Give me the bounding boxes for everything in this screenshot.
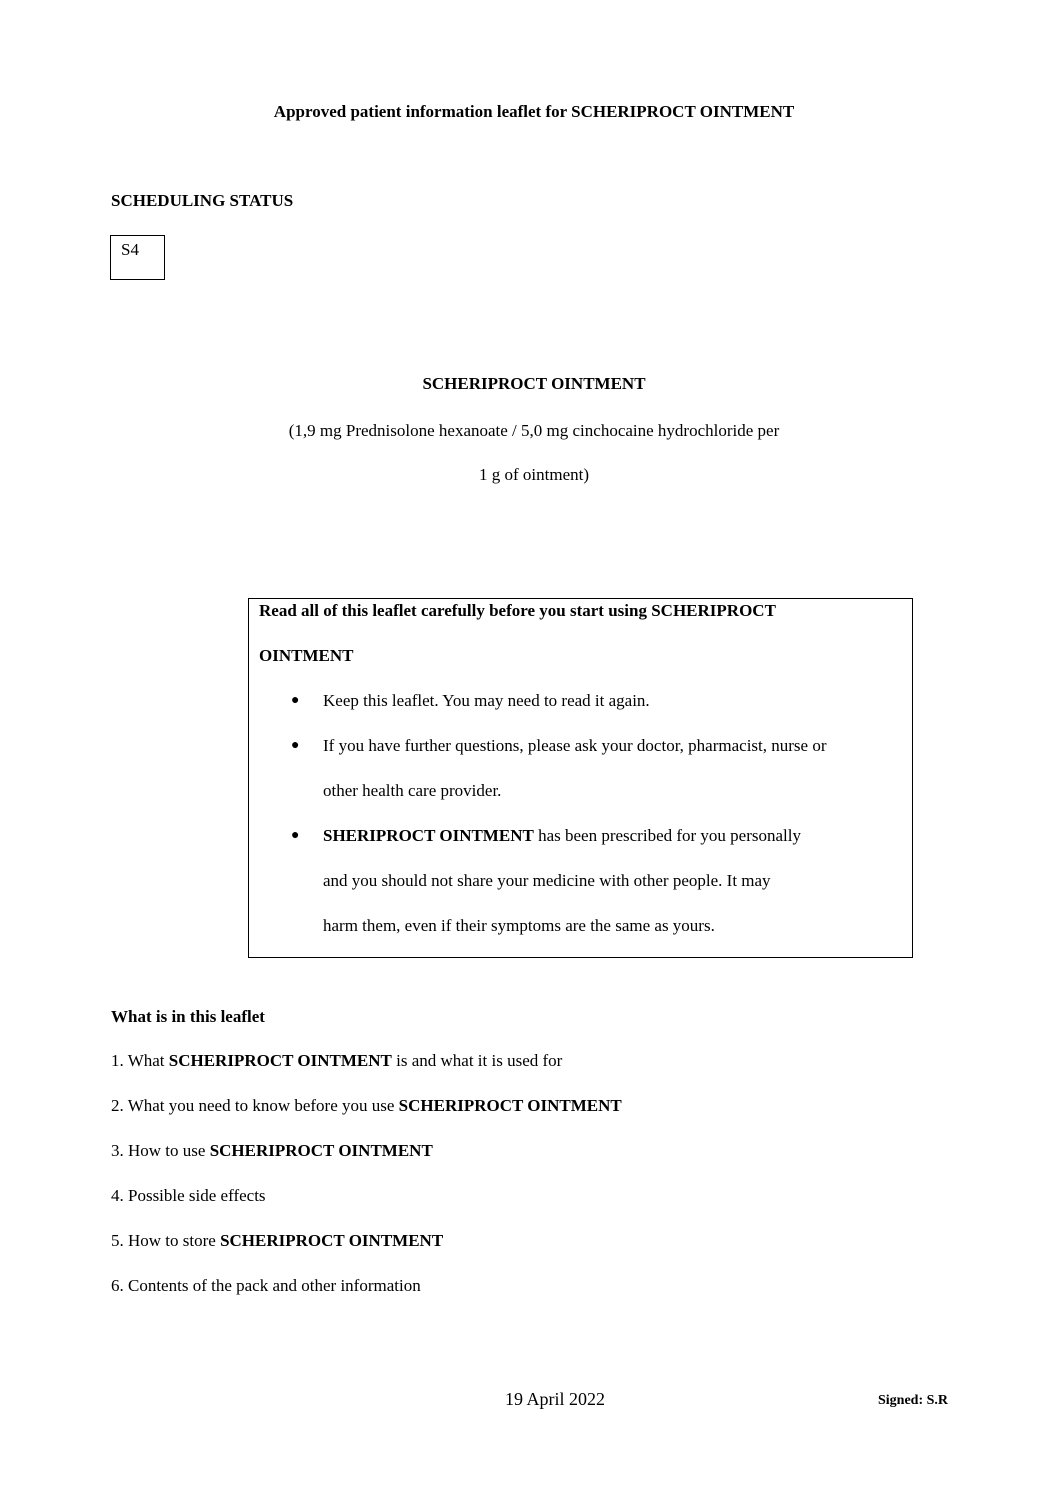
notice-bullet-3-line1 — [323, 826, 801, 846]
toc-item-2-product: SCHERIPROCT OINTMENT — [398, 1096, 622, 1115]
notice-bullet-3-product: SHERIPROCT OINTMENT — [323, 826, 534, 845]
scheduling-status-box — [110, 235, 165, 280]
toc-item-4: 4. Possible side effects — [111, 1186, 266, 1205]
toc-item-6: 6. Contents of the pack and other information — [111, 1276, 421, 1295]
notice-heading-line1: Read all of this leaflet carefully before you start using SCHERIPROCT — [259, 601, 776, 620]
bullet-icon: ● — [291, 828, 300, 843]
toc-item-2 — [111, 1096, 622, 1116]
footer-signed: Signed: S.R — [878, 1393, 949, 1408]
bullet-icon: ● — [291, 738, 300, 753]
product-name: SCHERIPROCT OINTMENT — [422, 374, 646, 393]
notice-bullet-1: Keep this leaflet. You may need to read it again. — [323, 691, 650, 710]
toc-item-5-pre: 5. How to store — [111, 1231, 221, 1250]
product-strength-line1: (1,9 mg Prednisolone hexanoate / 5,0 mg cinchocaine hydrochloride per — [288, 421, 780, 440]
notice-bullet-2-line2: other health care provider. — [323, 781, 502, 800]
toc-item-3-pre: 3. How to use — [111, 1141, 210, 1160]
notice-bullet-3-line2: and you should not share your medicine with other people. It may — [323, 871, 771, 890]
toc-item-1 — [111, 1051, 562, 1071]
scheduling-status-label: SCHEDULING STATUS — [111, 191, 294, 210]
toc-item-1-product: SCHERIPROCT OINTMENT — [168, 1051, 392, 1070]
toc-item-1-post: is and what it is used for — [391, 1051, 563, 1070]
notice-bullet-2-line1: If you have further questions, please ask your doctor, pharmacist, nurse or — [323, 736, 827, 755]
toc-item-1-pre: 1. What — [111, 1051, 169, 1070]
scheduling-status-value: S4 — [121, 240, 139, 259]
toc-item-3 — [111, 1141, 433, 1161]
bullet-icon: ● — [291, 693, 300, 708]
leaflet-title: Approved patient information leaflet for SCHERIPROCT OINTMENT — [273, 102, 795, 121]
notice-heading-line2: OINTMENT — [259, 646, 354, 665]
toc-item-2-pre: 2. What you need to know before you use — [111, 1096, 399, 1115]
toc-item-5-product: SCHERIPROCT OINTMENT — [220, 1231, 444, 1250]
footer-date: 19 April 2022 — [505, 1389, 606, 1409]
contents-heading: What is in this leaflet — [111, 1007, 265, 1026]
product-strength-line2: 1 g of ointment) — [478, 465, 589, 484]
notice-bullet-3-line3: harm them, even if their symptoms are the same as yours. — [323, 916, 715, 935]
toc-item-5 — [111, 1231, 443, 1251]
toc-item-3-product: SCHERIPROCT OINTMENT — [209, 1141, 433, 1160]
notice-bullet-3-rest: has been prescribed for you personally — [533, 826, 801, 845]
